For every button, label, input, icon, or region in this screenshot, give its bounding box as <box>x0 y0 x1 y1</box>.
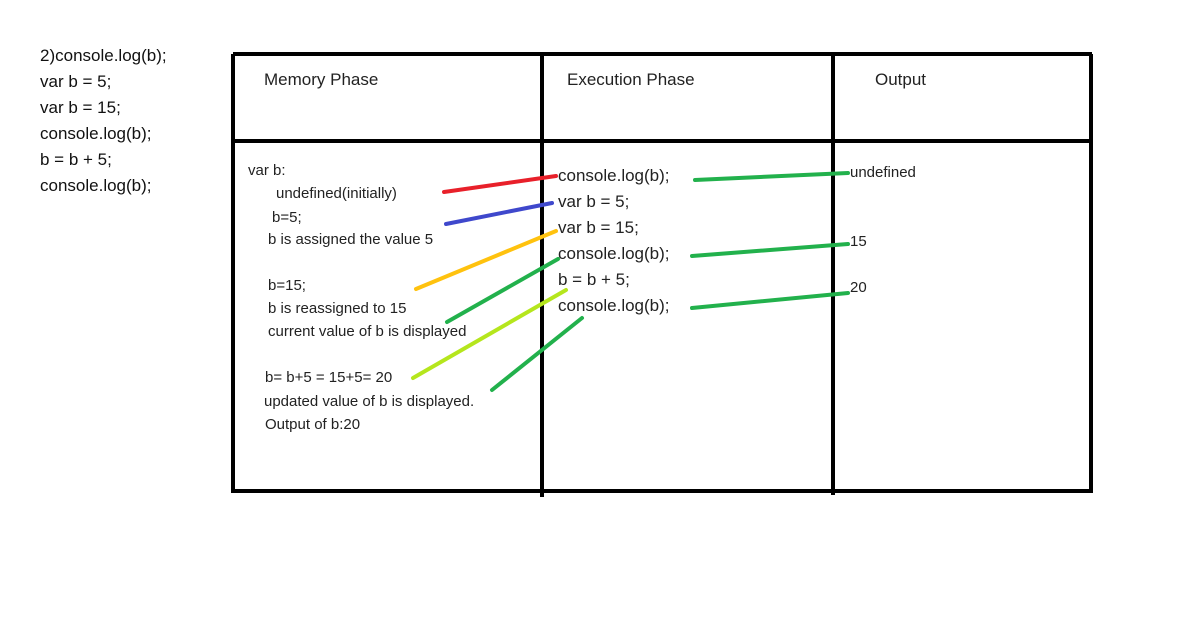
memory-updated-displayed: updated value of b is displayed. <box>264 393 475 410</box>
execution-line: console.log(b); <box>558 166 670 185</box>
output-15: 15 <box>850 233 867 250</box>
execution-line: b = b + 5; <box>558 270 630 289</box>
memory-current-displayed: current value of b is displayed <box>268 323 467 340</box>
memory-b15: b=15; <box>268 277 306 294</box>
memory-b5: b=5; <box>272 209 302 226</box>
memory-b-calc: b= b+5 = 15+5= 20 <box>265 369 393 386</box>
execution-line: var b = 5; <box>558 192 630 211</box>
header-output: Output <box>875 70 927 89</box>
connector-blue <box>446 203 552 224</box>
execution-line: var b = 15; <box>558 218 639 237</box>
output-undefined: undefined <box>850 164 916 181</box>
header-execution-phase: Execution Phase <box>567 70 695 89</box>
code-line: var b = 5; <box>40 72 112 91</box>
output-20: 20 <box>850 279 867 296</box>
memory-reassigned15: b is reassigned to 15 <box>268 300 407 317</box>
code-line: b = b + 5; <box>40 150 112 169</box>
connector-green-output-2 <box>692 244 848 256</box>
code-line: var b = 15; <box>40 98 121 117</box>
code-line: console.log(b); <box>40 176 152 195</box>
execution-line: console.log(b); <box>558 244 670 263</box>
memory-output-b: Output of b:20 <box>265 416 361 433</box>
memory-assigned5: b is assigned the value 5 <box>268 231 434 248</box>
connector-red <box>444 176 556 192</box>
connector-green-memory-2 <box>492 318 582 390</box>
memory-var-decl: var b: <box>248 162 286 179</box>
memory-undefined-initially: undefined(initially) <box>276 185 397 202</box>
header-memory-phase: Memory Phase <box>264 70 379 89</box>
code-line: console.log(b); <box>40 124 152 143</box>
connector-green-output-1 <box>695 173 848 180</box>
code-line: 2)console.log(b); <box>40 46 167 65</box>
connector-green-output-3 <box>692 293 848 308</box>
connector-orange <box>416 231 556 289</box>
execution-line: console.log(b); <box>558 296 670 315</box>
